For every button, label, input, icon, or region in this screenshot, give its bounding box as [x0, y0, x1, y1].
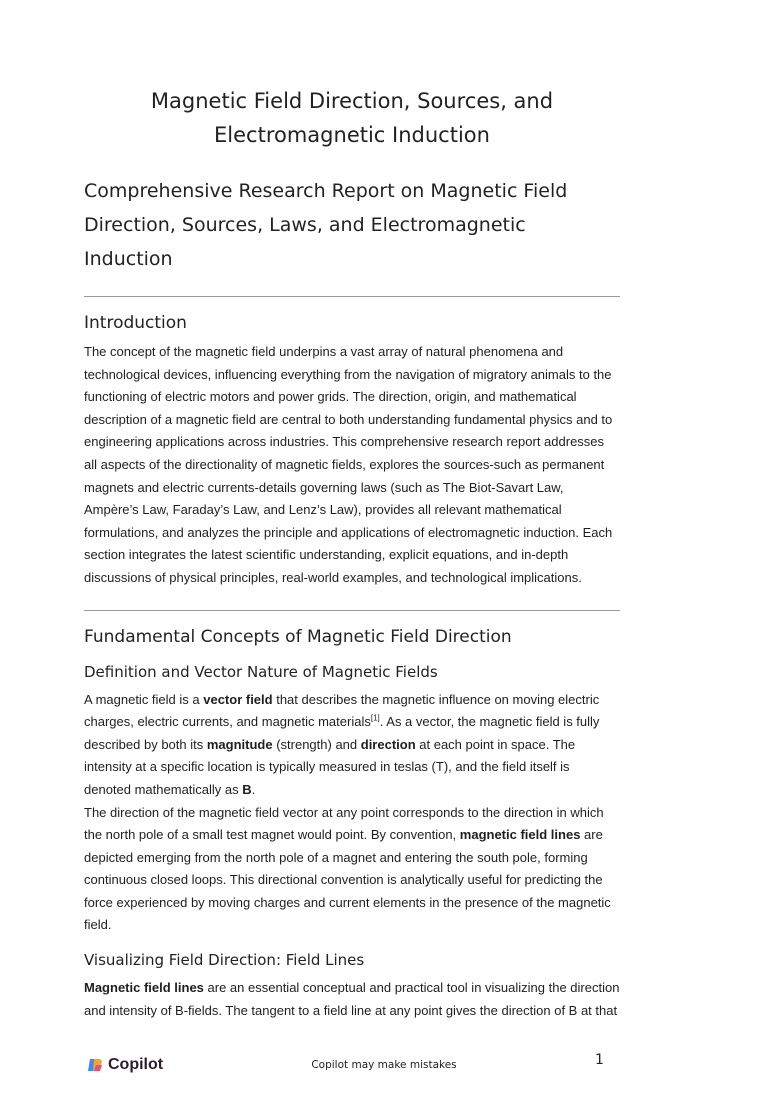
field-lines-paragraph [84, 977, 620, 1022]
definition-paragraph [84, 689, 620, 802]
title-line: Electromagnetic Induction [214, 123, 490, 147]
text-segment: (strength) and [272, 736, 361, 752]
definition-heading: Definition and Vector Nature of Magnetic Fields [84, 662, 438, 681]
bold-term: magnitude [206, 736, 273, 752]
bold-term: B [242, 781, 252, 797]
citation[interactable]: [1] [370, 713, 380, 723]
text-segment: . [251, 781, 256, 797]
page-footer [0, 1052, 768, 1112]
bold-term: Magnetic field lines [84, 980, 204, 996]
text-segment: . As a vector, the magnetic field is fully described by both its [84, 714, 600, 752]
field-lines-heading: Visualizing Field Direction: Field Lines [84, 951, 365, 970]
text-segment: A magnetic field is a [84, 691, 204, 707]
report-subtitle: Comprehensive Research Report on Magnetic Field Direction, Sources, Laws, and Electromagnetic Induction [84, 180, 568, 270]
bold-term: direction [360, 736, 416, 752]
intro-paragraph [84, 341, 620, 590]
divider [84, 296, 620, 297]
fundamentals-heading: Fundamental Concepts of Magnetic Field Direction [84, 626, 512, 647]
page-number: 1 [595, 1052, 604, 1069]
text-segment: The concept of the magnetic field underpins a vast array of natural phenomena and technological devices, influencing everything from the navigation of migratory animals to the functioning of electric motors and power grids. The direction, origin, and mathematical description of a magnetic field are central to both understanding fundamental physics and to engineering applications across industries. This comprehensive research report addresses all aspects of the directionality of magnetic fields, explores the sources-such as permanent magnets and electric currents-details governing laws (such as The Biot-Savart Law, Ampère’s Law, Faraday’s Law, and Lenz’s Law), provides all relevant mathematical formulations, and analyzes the principle and applications of electromagnetic induction. Each section integrates the latest scientific understanding, explicit equations, and in-depth discussions of physical principles, real-world examples, and technological implications. [84, 344, 613, 585]
disclaimer: Copilot may make mistakes [311, 1059, 457, 1072]
title-line: Magnetic Field Direction, Sources, and [150, 89, 554, 113]
text-segment: are an essential conceptual and practical tool in visualizing the direction and intensity of B-fields. The tangent to a field line at any point gives the direction of B at that [84, 980, 620, 1018]
text-segment: that describes the magnetic influence on moving electric charges, electric currents, and magnetic materials [84, 691, 600, 730]
brand-name: Copilot [108, 1056, 164, 1074]
intro-heading: Introduction [84, 313, 187, 333]
bold-term: magnetic field lines [459, 827, 581, 843]
text-segment: are depicted emerging from the north pole of a magnet and entering the south pole, forming continuous closed loops. This directional convention is analytically useful for predicting the force experienced by moving charges and current elements in the presence of the magnetic field. [84, 827, 611, 933]
text-segment: The direction of the magnetic field vector at any point corresponds to the direction in which the north pole of a small test magnet would point. By convention, [84, 804, 604, 843]
document-title [100, 84, 604, 152]
text-segment: at each point in space. The intensity at a specific location is typically measured in teslas (T), and the field itself is denoted mathematically as [84, 736, 576, 797]
direction-paragraph [84, 802, 620, 938]
bold-term: vector field [203, 691, 273, 707]
divider [84, 610, 620, 611]
